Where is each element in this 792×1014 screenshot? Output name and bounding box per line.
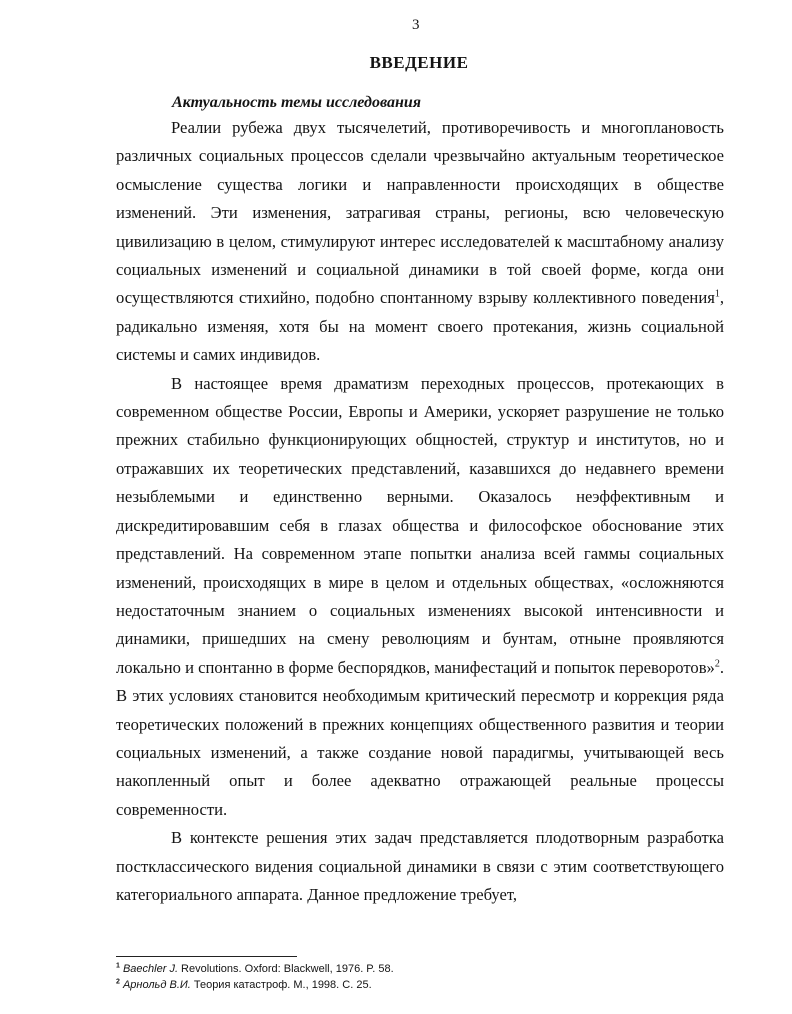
footnote-2 [116,977,716,993]
paragraph-text: В настоящее время драматизм переходных процессов, протекающих в современном обществе России, Европы и Америки, ускоряет разрушение не только прежних стабильно функционирующих общностей, структур и институтов, но и отражавших их теоретических представлений, казавшихся до недавнего времени незыблемыми и единственно верными. Оказалось неэффективным и дискредитировавшим себя в глазах общества и философское обоснование этих представлений. На современном этапе попытки анализа всей гаммы социальных изменений, происходящих в мире в целом и отдельных обществах, «осложняются недостаточным знанием о социальных изменениях высокой интенсивности и динамики, пришедших на смену революциям и бунтам, отныне проявляются локально и спонтанно в форме беспорядков, манифестаций и попыток переворотов» [116,373,724,677]
section-heading: Актуальность темы исследования [172,94,421,111]
paragraph-text: . В этих условиях становится необходимым критический пересмотр и коррекция ряда теоретических положений в прежних концепциях общественного развития и теории социальных изменений, а также создание новой парадигмы, учитывающей весь накопленный опыт и более адекватно отражающей реальные процессы современности. [116,657,724,819]
footnote-divider [116,956,297,957]
footnote-reference[interactable]: 2 [714,658,720,670]
body-text [116,114,724,909]
footnote-reference[interactable]: 1 [714,288,720,300]
paragraph-1 [116,114,724,370]
footnote-number: 1 [116,962,120,970]
footnote-text: Теория катастроф. М., 1998. С. 25. [190,979,372,991]
footnote-author: Baechler J. [122,963,178,975]
paragraph-3: В контексте решения этих задач представляется плодотворным разработка постклассического видения социальной динамики в связи с этим соответствующего категориального аппарата. Данное предложение требует, [116,828,724,904]
page-number: 3 [412,17,420,33]
footnote-1 [116,961,716,977]
paragraph-text: Реалии рубежа двух тысячелетий, противоречивость и многоплановость различных социальных процессов сделали чрезвычайно актуальным теоретическое осмысление существа логики и направленности происходящих в обществе изменений. Эти изменения, затрагивая страны, регионы, всю человеческую цивилизацию в целом, стимулируют интерес исследователей к масштабному анализу социальных изменений и социальной динамики в той своей форме, когда они осуществляются стихийно, подобно спонтанному взрыву коллективного поведения [116,118,724,308]
footnotes [116,961,716,993]
main-heading: ВВЕДЕНИЕ [369,53,469,72]
paragraph-text: , радикально изменяя, хотя бы на момент своего протекания, жизнь социальной системы и самих индивидов. [116,288,724,365]
footnote-author: Арнольд В.И. [122,979,191,991]
footnote-number: 2 [116,978,120,986]
footnote-text: Revolutions. Oxford: Blackwell, 1976. P. 58. [178,963,394,975]
paragraph-2 [116,370,724,825]
